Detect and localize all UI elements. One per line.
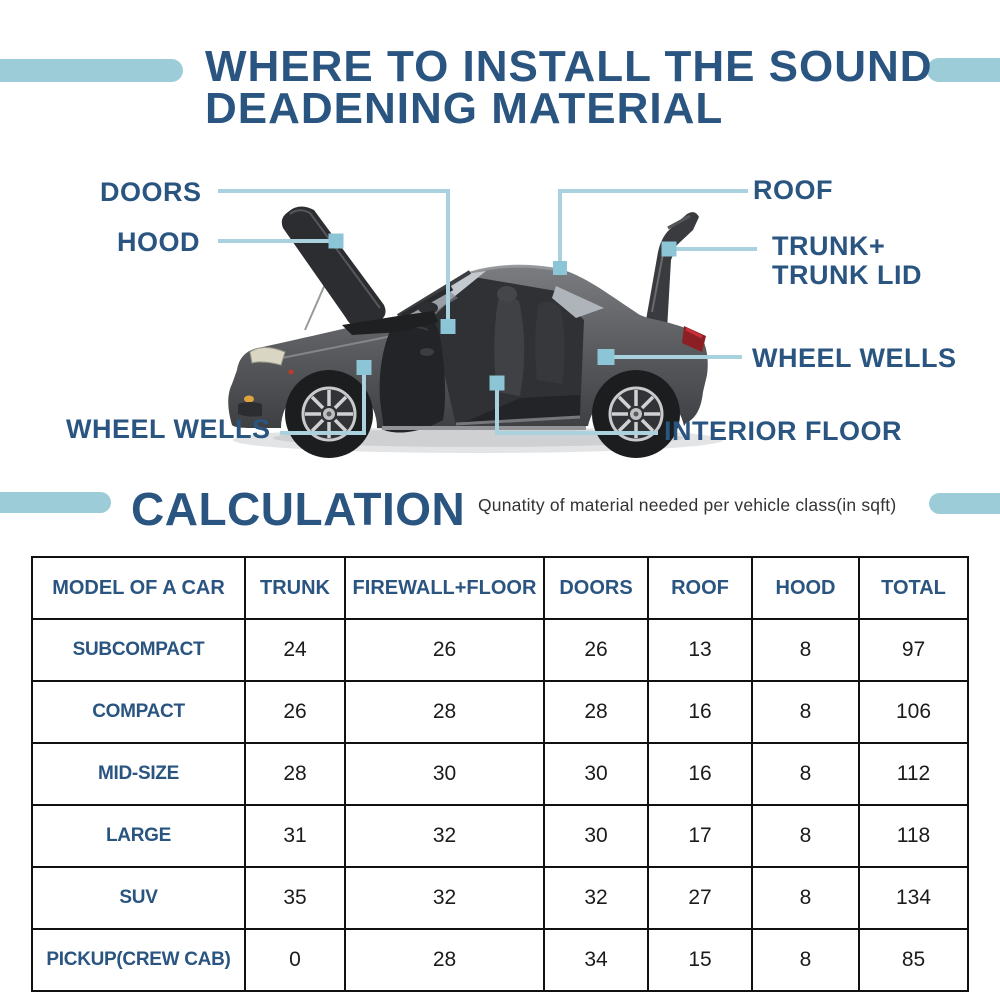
cell-value: 32: [345, 867, 544, 929]
table-header-row: [32, 557, 968, 619]
cell-value: 35: [245, 867, 345, 929]
label-trunk-line2: TRUNK LID: [772, 260, 922, 290]
cell-value: 13: [648, 619, 752, 681]
col-header-total: TOTAL: [859, 557, 968, 619]
cell-value: 32: [345, 805, 544, 867]
cell-value: 28: [245, 743, 345, 805]
cell-value: 8: [752, 681, 859, 743]
label-hood: HOOD: [117, 227, 200, 257]
table-row: [32, 743, 968, 805]
cell-value: 15: [648, 929, 752, 991]
col-header-roof: ROOF: [648, 557, 752, 619]
car-photo: [228, 206, 707, 458]
cell-value: 134: [859, 867, 968, 929]
table-row: [32, 805, 968, 867]
cell-value: 26: [544, 619, 648, 681]
cell-value: 28: [544, 681, 648, 743]
page-title-line2: DEADENING MATERIAL: [205, 84, 724, 133]
label-wheel-wells-right: WHEEL WELLS: [752, 343, 957, 373]
col-header-hood: HOOD: [752, 557, 859, 619]
table-row: [32, 929, 968, 991]
cell-value: 26: [245, 681, 345, 743]
label-doors: DOORS: [100, 177, 202, 207]
cell-value: 118: [859, 805, 968, 867]
material-table: [31, 556, 969, 992]
row-label: COMPACT: [32, 681, 245, 743]
car-open-trunk-lid: [646, 212, 699, 330]
cell-value: 30: [544, 805, 648, 867]
marker-roof: [553, 261, 567, 275]
col-header-trunk: TRUNK: [245, 557, 345, 619]
row-label: SUV: [32, 867, 245, 929]
label-trunk: [772, 232, 922, 290]
calculation-heading: CALCULATION: [131, 483, 466, 535]
col-header-firewall-floor: FIREWALL+FLOOR: [345, 557, 544, 619]
label-roof: ROOF: [753, 175, 833, 205]
cell-value: 27: [648, 867, 752, 929]
page-title-line1: WHERE TO INSTALL THE SOUND: [205, 42, 933, 91]
cell-value: 17: [648, 805, 752, 867]
calc-accent-bar-right: [929, 493, 1000, 514]
cell-value: 8: [752, 743, 859, 805]
marker-wheel-wells-right: [598, 349, 615, 365]
row-label: LARGE: [32, 805, 245, 867]
table-row: [32, 867, 968, 929]
cell-value: 97: [859, 619, 968, 681]
col-header-doors: DOORS: [544, 557, 648, 619]
cell-value: 16: [648, 681, 752, 743]
cell-value: 8: [752, 619, 859, 681]
cell-value: 0: [245, 929, 345, 991]
marker-hood: [329, 234, 344, 249]
marker-interior-floor: [490, 376, 505, 391]
cell-value: 32: [544, 867, 648, 929]
front-wheel: [285, 370, 373, 458]
cell-value: 8: [752, 867, 859, 929]
col-header-model: MODEL OF A CAR: [32, 557, 245, 619]
cell-value: 24: [245, 619, 345, 681]
cell-value: 106: [859, 681, 968, 743]
car-open-hood: [282, 206, 386, 330]
calculation-subtitle: Qunatity of material needed per vehicle class(in sqft): [478, 495, 897, 515]
cell-value: 30: [345, 743, 544, 805]
marker-doors: [441, 319, 456, 334]
cell-value: 8: [752, 929, 859, 991]
cell-value: 31: [245, 805, 345, 867]
row-label: PICKUP(CREW CAB): [32, 929, 245, 991]
cell-value: 8: [752, 805, 859, 867]
cell-value: 28: [345, 681, 544, 743]
cell-value: 85: [859, 929, 968, 991]
table-row: [32, 681, 968, 743]
marker-trunk: [662, 242, 677, 257]
label-trunk-line1: TRUNK+: [772, 231, 886, 261]
cell-value: 28: [345, 929, 544, 991]
cell-value: 16: [648, 743, 752, 805]
cell-value: 34: [544, 929, 648, 991]
cell-value: 112: [859, 743, 968, 805]
car-rocker-sill: [382, 426, 586, 430]
row-label: MID-SIZE: [32, 743, 245, 805]
cell-value: 30: [544, 743, 648, 805]
marker-wheel-wells-left: [357, 360, 372, 375]
calc-accent-bar-left: [0, 492, 111, 513]
table-row: [32, 619, 968, 681]
row-label: SUBCOMPACT: [32, 619, 245, 681]
cell-value: 26: [345, 619, 544, 681]
label-wheel-wells-left: WHEEL WELLS: [66, 414, 271, 444]
label-interior-floor: INTERIOR FLOOR: [664, 416, 902, 446]
